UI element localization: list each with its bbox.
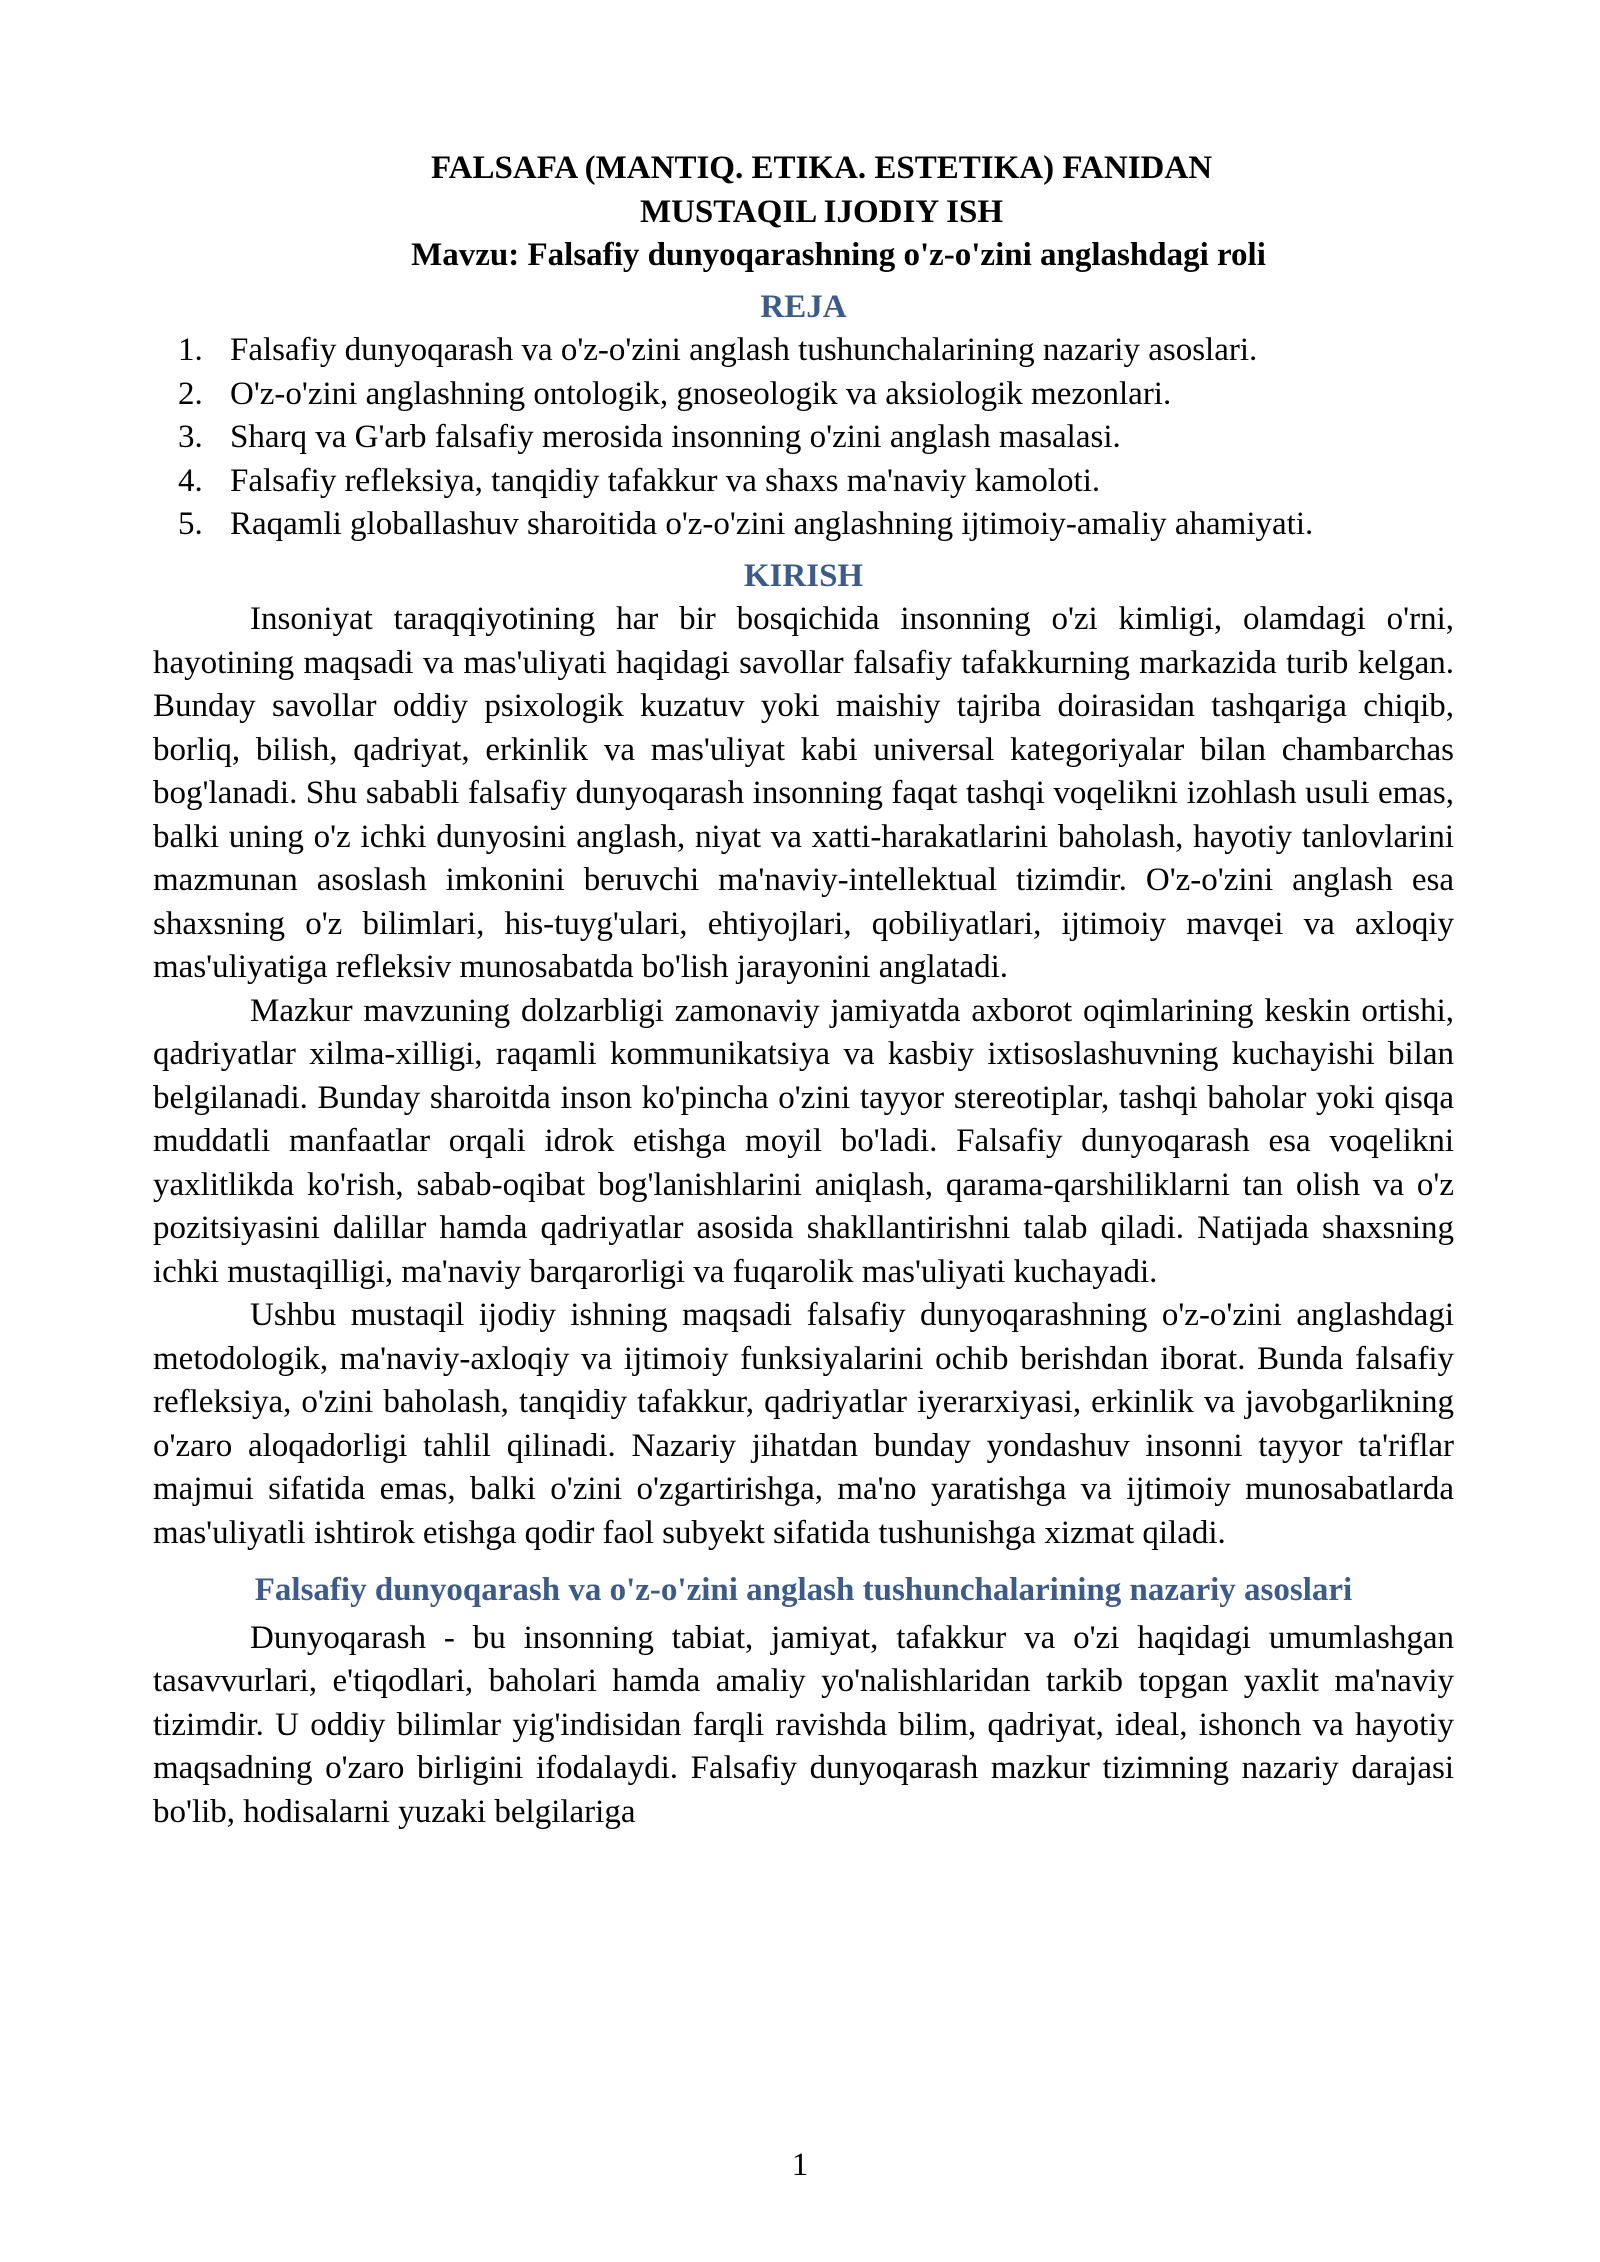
plan-item bbox=[153, 460, 1454, 504]
document-topic: Mavzu: Falsafiy dunyoqarashning o'z-o'zini anglashdagi roli bbox=[411, 237, 1266, 273]
intro-paragraph: Insoniyat taraqqiyotining har bir bosqichida insonning o'zi kimligi, olamdagi o'rni, hayotining maqsadi va mas'uliyati haqidagi savollar falsafiy tafakkurning markazida turib kelgan. Bunday savollar oddiy psixologik kuzatuv yoki maishiy tajriba doirasidan tashqariga chiqib, borliq, bilish, qadriyat, erkinlik va mas'uliyat kabi universal kategoriyalar bilan chambarchas bog'lanadi. Shu sababli falsafiy dunyoqarash insonning faqat tashqi voqelikni izohlash usuli emas, balki uning o'z ichki dunyosini anglash, niyat va xatti-harakatlarini baholash, hayotiy tanlovlarini mazmunan asoslash imkonini beruvchi ma'naviy-intellektual tizimdir. O'z-o'zini anglash esa shaxsning o'z bilimlari, his-tuyg'ulari, ehtiyojlari, qobiliyatlari, ijtimoiy mavqei va axloqiy mas'uliyatiga refleksiv munosabatda bo'lish jarayonini anglatadi. bbox=[153, 601, 1454, 985]
plan-item bbox=[153, 329, 1454, 373]
plan-item-number: 5. bbox=[178, 506, 203, 542]
intro-paragraph: Ushbu mustaqil ijodiy ishning maqsadi falsafiy dunyoqarashning o'z-o'zini anglashdagi metodologik, ma'naviy-axloqiy va ijtimoiy funksiyalarini ochib berishdan iborat. Bunda falsafiy refleksiya, o'zini baholash, tanqidiy tafakkur, qadriyatlar iyerarxiyasi, erkinlik va javobgarlikning o'zaro aloqadorligi tahlil qilinadi. Nazariy jihatdan bunday yondashuv insonni tayyor ta'riflar majmui sifatida emas, balki o'zini o'zgartirishga, ma'no yaratishga va ijtimoiy munosabatlarda mas'uliyatli ishtirok etishga qodir faol subyekt sifatida tushunishga xizmat qiladi. bbox=[153, 1297, 1454, 1551]
page-content bbox=[153, 147, 1454, 1834]
section-heading: Falsafiy dunyoqarash va o'z-o'zini anglash tushunchalarining nazariy asoslari bbox=[254, 1572, 1353, 1608]
plan-item bbox=[153, 503, 1454, 547]
plan-item-number: 3. bbox=[178, 419, 203, 455]
section-paragraph: Dunyoqarash - bu insonning tabiat, jamiyat, tafakkur va o'zi haqidagi umumlashgan tasavvurlari, e'tiqodlari, baholari hamda amaliy yo'nalishlaridan tarkib topgan yaxlit ma'naviy tizimdir. U oddiy bilimlar yig'indisidan farqli ravishda bilim, qadriyat, ideal, ishonch va hayotiy maqsadning o'zaro birligini ifodalaydi. Falsafiy dunyoqarash mazkur tizimning nazariy darajasi bo'lib, hodisalarni yuzaki belgilariga bbox=[153, 1619, 1454, 1830]
plan-item-text: Sharq va G'arb falsafiy merosida insonning o'zini anglash masalasi. bbox=[230, 419, 1121, 455]
intro-heading: KIRISH bbox=[743, 557, 864, 594]
plan-item-number: 4. bbox=[178, 462, 203, 499]
plan-item bbox=[153, 416, 1454, 460]
plan-item-text: Falsafiy refleksiya, tanqidiy tafakkur va shaxs ma'naviy kamoloti. bbox=[230, 462, 1101, 499]
plan-item-text: Falsafiy dunyoqarash va o'z-o'zini anglash tushunchalarining nazariy asoslari. bbox=[230, 332, 1258, 368]
document-title-line-1: FALSAFA (MANTIQ. ETIKA. ESTETIKA) FANIDAN bbox=[430, 150, 1213, 186]
document-title-line-2: MUSTAQIL IJODIY ISH bbox=[639, 193, 1004, 230]
plan-heading: REJA bbox=[760, 288, 847, 325]
intro-paragraph: Mazkur mavzuning dolzarbligi zamonaviy jamiyatda axborot oqimlarining keskin ortishi, qadriyatlar xilma-xilligi, raqamli kommunikatsiya va kasbiy ixtisoslashuvning kuchayishi bilan belgilanadi. Bunday sharoitda inson ko'pincha o'zini tayyor stereotiplar, tashqi baholar yoki qisqa muddatli manfaatlar orqali idrok etishga moyil bo'ladi. Falsafiy dunyoqarash esa voqelikni yaxlitlikda ko'rish, sabab-oqibat bog'lanishlarini aniqlash, qarama-qarshiliklarni tan olish va o'z pozitsiyasini dalillar hamda qadriyatlar asosida shakllantirishni talab qiladi. Natijada shaxsning ichki mustaqilligi, ma'naviy barqarorligi va fuqarolik mas'uliyati kuchayadi. bbox=[153, 992, 1454, 1290]
page-number: 1 bbox=[791, 2147, 809, 2183]
plan-item-text: O'z-o'zini anglashning ontologik, gnoseologik va aksiologik mezonlari. bbox=[230, 375, 1172, 412]
plan-item-text: Raqamli globallashuv sharoitida o'z-o'zini anglashning ijtimoiy-amaliy ahamiyati. bbox=[230, 506, 1314, 542]
plan-item-number: 2. bbox=[178, 375, 203, 412]
plan-item-number: 1. bbox=[178, 332, 203, 368]
plan-item bbox=[153, 373, 1454, 417]
plan-list bbox=[153, 329, 1454, 547]
